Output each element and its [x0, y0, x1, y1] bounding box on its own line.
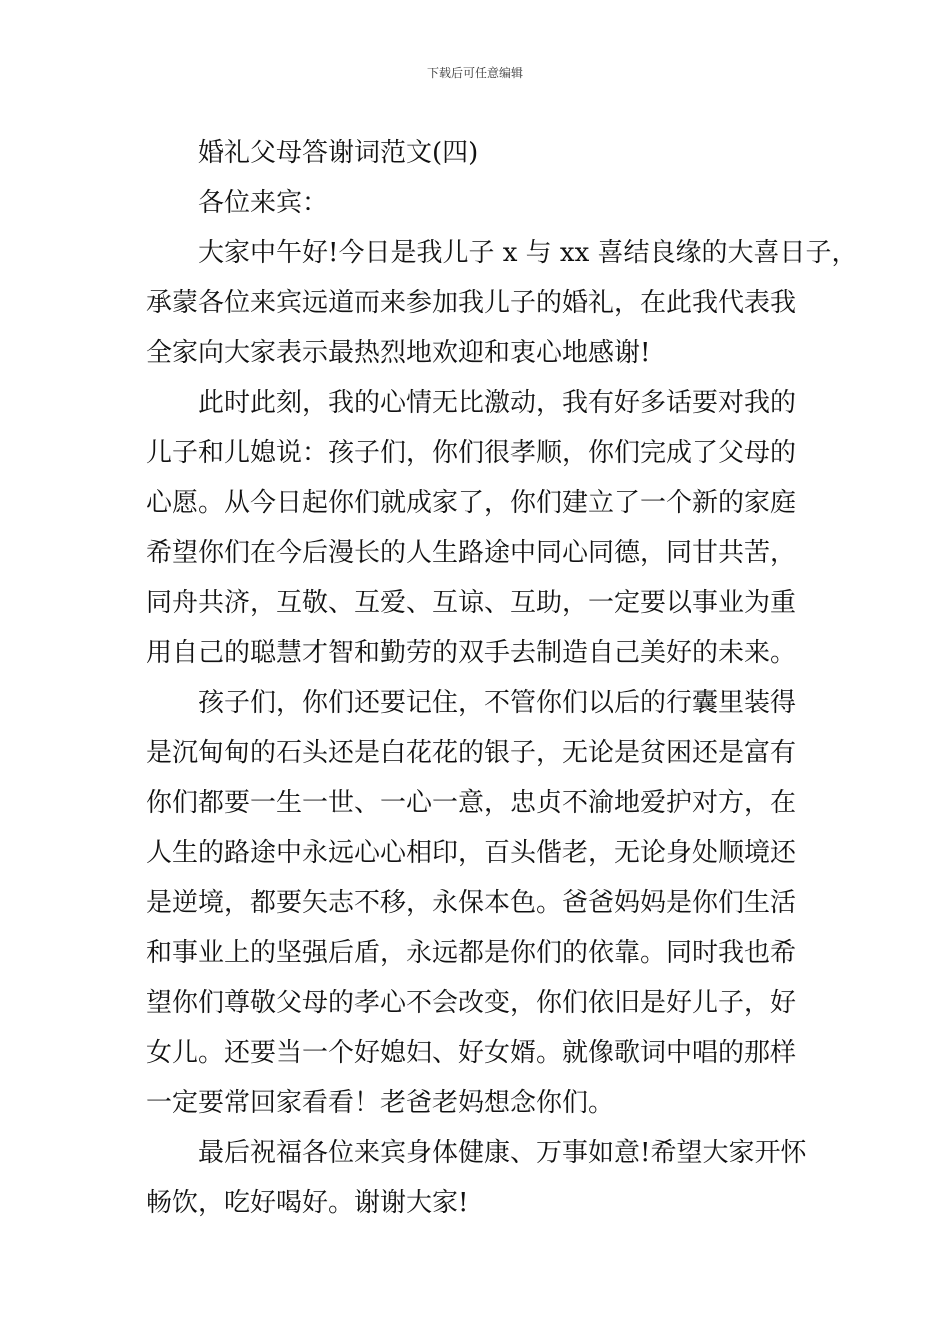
paragraph-line: 是沉甸甸的石头还是白花花的银子，无论是贫困还是富有 — [146, 738, 797, 768]
paragraph-line: 同舟共济，互敬、互爱、互谅、互助，一定要以事业为重 — [146, 588, 797, 618]
paragraph-line: 畅饮，吃好喝好。谢谢大家! — [146, 1188, 469, 1218]
paragraph-line: 一定要常回家看看！老爸老妈想念你们。 — [146, 1088, 615, 1118]
paragraph-line: 儿子和儿媳说：孩子们，你们很孝顺，你们完成了父母的 — [146, 438, 797, 468]
document-title: 婚礼父母答谢词范文(四) — [198, 138, 479, 168]
document-body — [146, 128, 858, 1228]
paragraph-2 — [146, 378, 811, 678]
paragraph-line: 承蒙各位来宾远道而来参加我儿子的婚礼，在此我代表我 — [146, 288, 797, 318]
paragraph-line: 人生的路途中永远心心相印，百头偕老，无论身处顺境还 — [146, 838, 797, 868]
paragraph-line: 是逆境，都要矢志不移，永保本色。爸爸妈妈是你们生活 — [146, 888, 797, 918]
greeting: 各位来宾： — [198, 188, 329, 218]
paragraph-3 — [146, 678, 811, 1128]
paragraph-line: 用自己的聪慧才智和勤劳的双手去制造自己美好的未来。 — [146, 638, 797, 668]
paragraph-4 — [146, 1128, 811, 1228]
paragraph-line: 全家向大家表示最热烈地欢迎和衷心地感谢! — [146, 338, 651, 368]
paragraph-line: 和事业上的坚强后盾，永远都是你们的依靠。同时我也希 — [146, 938, 797, 968]
paragraph-line: 女儿。还要当一个好媳妇、好女婿。就像歌词中唱的那样 — [146, 1038, 797, 1068]
paragraph-line: 希望你们在今后漫长的人生路途中同心同德，同甘共苦， — [146, 538, 797, 568]
paragraph-line: 大家中午好!今日是我儿子 x 与 xx 喜结良缘的大喜日子， — [198, 238, 858, 268]
paragraph-line: 孩子们，你们还要记住，不管你们以后的行囊里装得 — [198, 688, 797, 718]
paragraph-line: 望你们尊敬父母的孝心不会改变，你们依旧是好儿子，好 — [146, 988, 797, 1018]
paragraph-line: 心愿。从今日起你们就成家了，你们建立了一个新的家庭 — [146, 488, 797, 518]
paragraph-1 — [146, 228, 858, 378]
paragraph-line: 最后祝福各位来宾身体健康、万事如意!希望大家开怀 — [198, 1138, 807, 1168]
paragraph-line: 你们都要一生一世、一心一意，忠贞不渝地爱护对方，在 — [146, 788, 797, 818]
header-note: 下载后可任意编辑 — [426, 66, 523, 80]
paragraph-line: 此时此刻，我的心情无比激动，我有好多话要对我的 — [198, 388, 797, 418]
